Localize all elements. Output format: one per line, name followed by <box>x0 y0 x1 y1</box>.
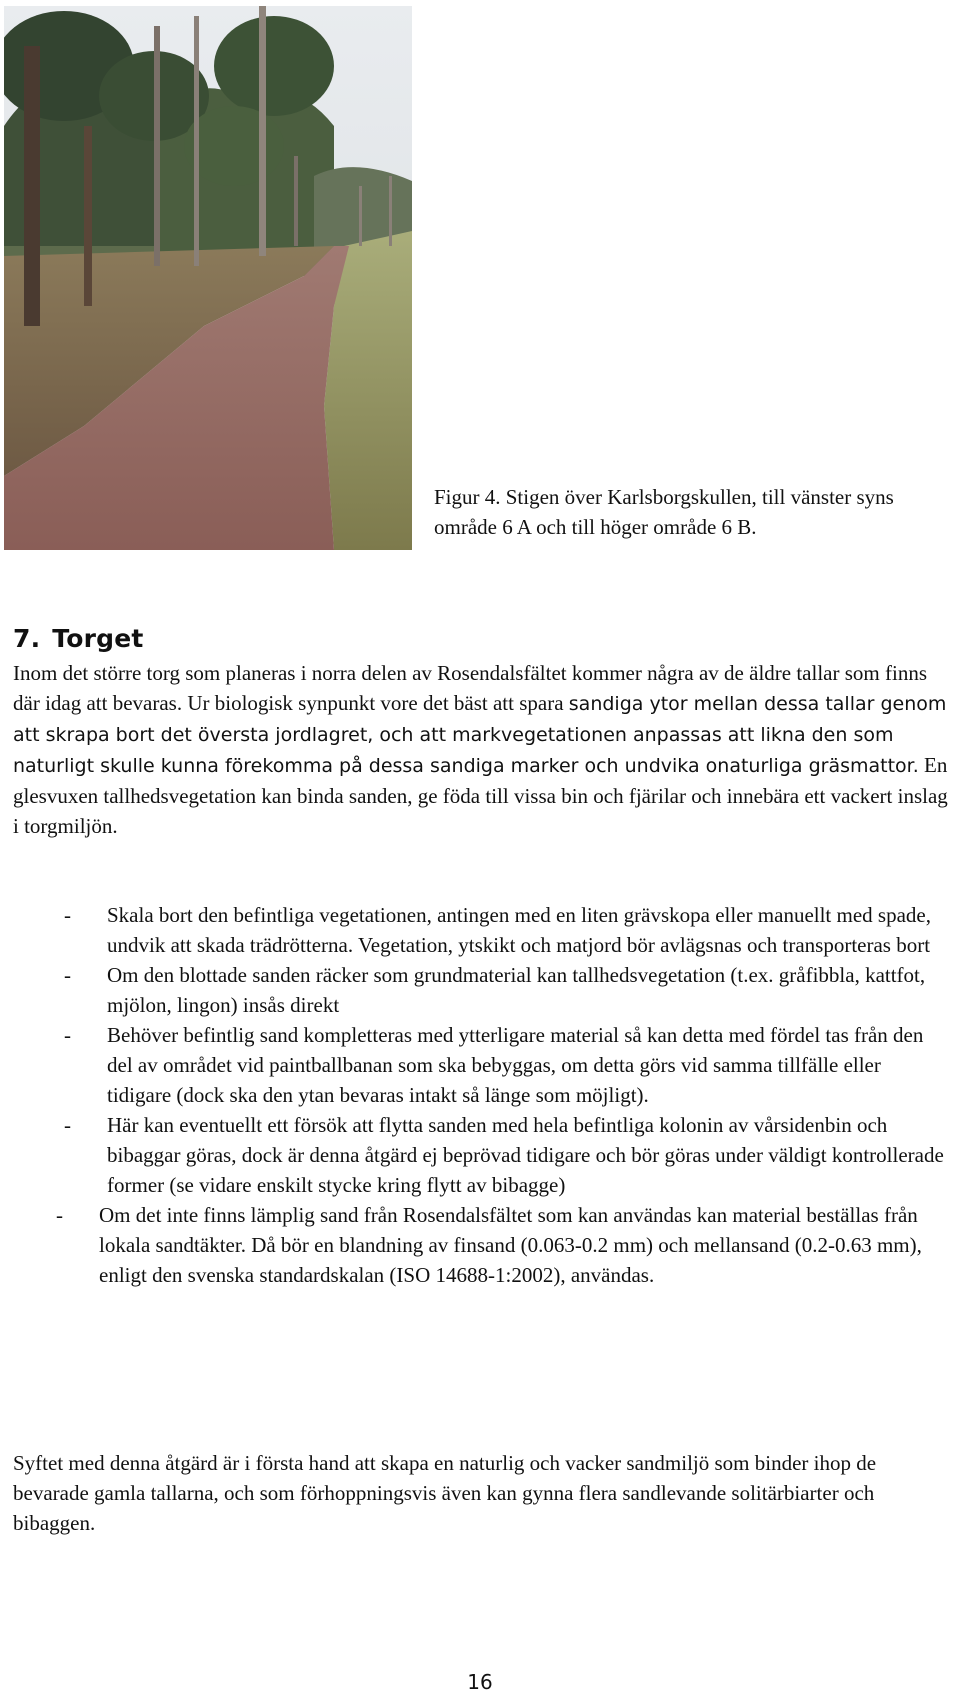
bullet-dash: - <box>64 963 71 987</box>
bullet-list <box>0 900 960 1290</box>
section-title: Torget <box>52 624 144 653</box>
bullet-text: Om den blottade sanden räcker som grundmaterial kan tallhedsvegetation (t.ex. gråfibbla, kattfot, mjölon, lingon) insås direkt <box>107 963 926 1017</box>
list-item <box>0 1200 960 1290</box>
list-item <box>0 960 960 1020</box>
forest-path-photo <box>4 6 412 550</box>
list-item <box>0 900 960 960</box>
intro-paragraph <box>13 658 953 841</box>
bullet-dash: - <box>64 1113 71 1137</box>
bullet-dash: - <box>64 1023 71 1047</box>
intro-tail-text: En glesvuxen tallhedsvegetation kan binda sanden, ge föda till vissa bin och fjärilar och innebära ett vackert inslag i torgmiljön. <box>13 753 948 838</box>
figure-caption-line2: område 6 A och till höger område 6 B. <box>434 515 757 539</box>
section-number: 7. <box>13 624 41 653</box>
section-heading <box>13 624 144 653</box>
bullet-dash: - <box>56 1203 63 1227</box>
bullet-text: Skala bort den befintliga vegetationen, antingen med en liten grävskopa eller manuellt med spade, undvik att skada trädrötterna. Vegetation, ytskikt och matjord bör avlägsnas och transporteras bort <box>107 903 931 957</box>
bullet-dash: - <box>64 903 71 927</box>
intro-serif-text: Inom det större torg som planeras i norra delen av Rosendalsfältet kommer några av de äldre tallar som finns där idag att bevaras. Ur biologisk synpunkt vore det bäst att spara <box>13 661 927 715</box>
list-item <box>0 1110 960 1200</box>
page-number: 16 <box>467 1670 493 1694</box>
bullet-text: Om det inte finns lämplig sand från Rosendalsfältet som kan användas kan material beställas från lokala sandtäkter. Då bör en blandning av finsand (0.063-0.2 mm) och mellansand (0.2-0.63 mm), enligt den svenska standardskalan (ISO 14688-1:2002), användas. <box>99 1203 922 1287</box>
figure-caption <box>434 482 954 542</box>
figure-caption-line1: Figur 4. Stigen över Karlsborgskullen, till vänster syns <box>434 485 894 509</box>
list-item <box>0 1020 960 1110</box>
intro-sans-text: sandiga ytor mellan dessa tallar genom att skrapa bort det översta jordlagret, och att markvegetationen anpassas att likna den som naturligt skulle kunna förekomma på dessa sandiga marker och undvika onaturliga gräsmattor. <box>13 693 947 777</box>
summary-paragraph: Syftet med denna åtgärd är i första hand att skapa en naturlig och vacker sandmiljö som binder ihop de bevarade gamla tallarna, och som förhoppningsvis även kan gynna flera sandlevande solitärbiarter och bibaggen. <box>13 1451 877 1535</box>
bullet-text: Här kan eventuellt ett försök att flytta sanden med hela befintliga kolonin av vårsidenbin och bibaggar göras, dock är denna åtgärd ej beprövad tidigare och bör göras under väldigt kontrollerade former (se vidare enskilt stycke kring flytt av bibagge) <box>107 1113 944 1197</box>
bullet-text: Behöver befintlig sand kompletteras med ytterligare material så kan detta med fördel tas från den del av området vid paintballbanan som ska bebyggas, om detta görs vid samma tillfälle eller tidigare (dock ska den ytan bevaras intakt så länge som möjligt). <box>107 1023 924 1107</box>
